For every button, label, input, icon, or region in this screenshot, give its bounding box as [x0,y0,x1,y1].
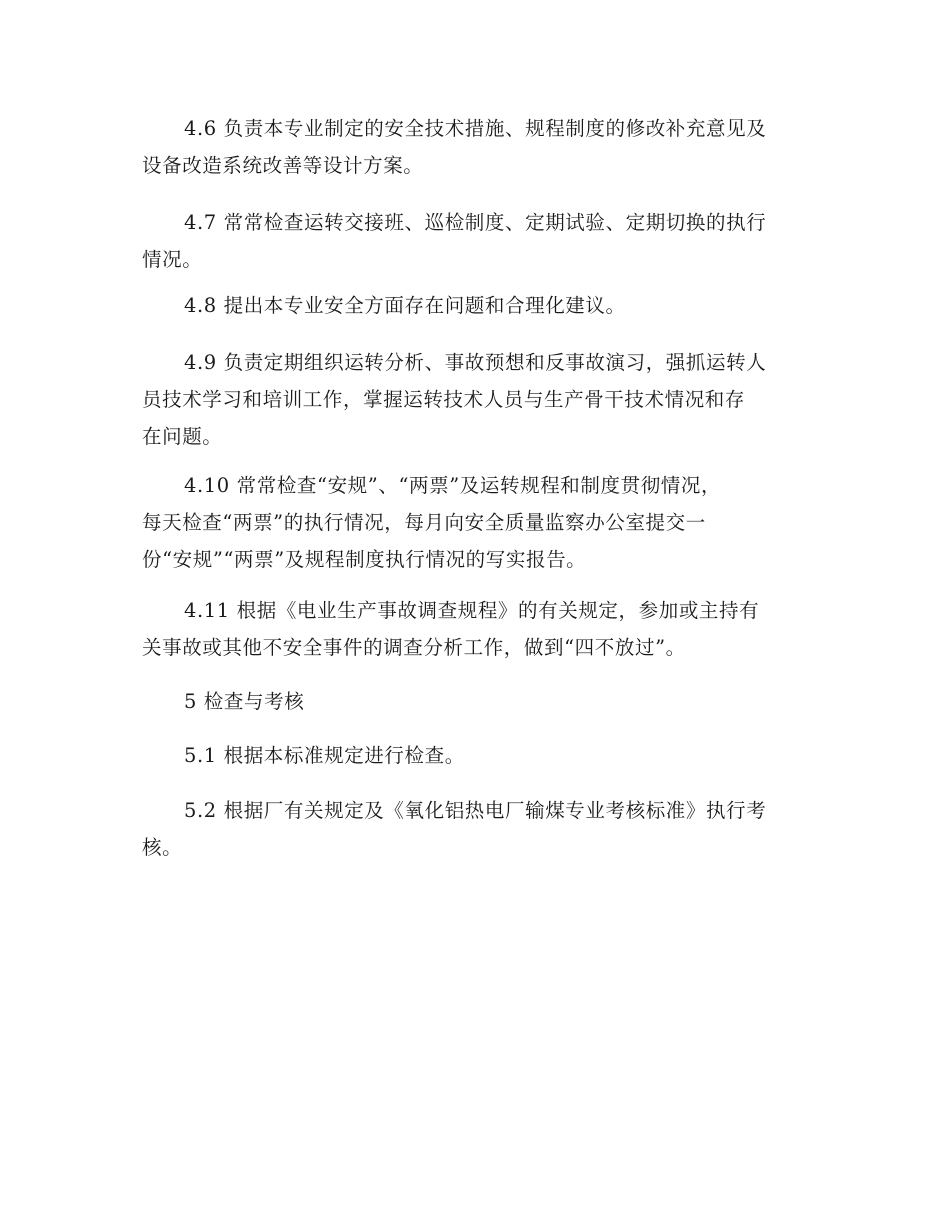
paragraph-line: 份“安规”“两票”及规程制度执行情况的写实报告。 [142,548,587,571]
paragraph-line: 设备改造系统改善等设计方案。 [142,154,424,177]
paragraph-4-9 [142,344,817,455]
paragraph-line: 员技术学习和培训工作，掌握运转技术人员与生产骨干技术情况和存 [142,388,746,411]
section-heading-text: 5 检查与考核 [184,690,305,713]
paragraph-line: 5.1 根据本标准规定进行检查。 [184,744,465,767]
paragraph-4-6 [142,110,817,184]
paragraph-line: 4.8 提出本专业安全方面存在问题和合理化建议。 [184,294,626,317]
paragraph-line: 情况。 [142,248,203,271]
paragraph-line: 4.9 负责定期组织运转分析、事故预想和反事故演习，强抓运转人 [184,351,767,374]
paragraph-line: 4.11 根据《电业生产事故调查规程》的有关规定，参加或主持有 [184,599,760,622]
paragraph-line: 5.2 根据厂有关规定及《氧化铝热电厂输煤专业考核标准》执行考 [184,799,767,822]
paragraph-line: 关事故或其他不安全事件的调查分析工作，做到“四不放过”。 [142,636,686,659]
paragraph-line: 每天检查“两票”的执行情况，每月向安全质量监察办公室提交一 [142,511,706,534]
paragraph-4-8 [142,287,817,324]
paragraph-5-2 [142,792,817,866]
paragraph-line: 在问题。 [142,425,223,448]
paragraph-line: 4.10 常常检查“安规”、“两票”及运转规程和制度贯彻情况， [184,474,722,497]
paragraph-5-1 [142,737,817,774]
paragraph-4-11 [142,592,817,666]
paragraph-4-7 [142,204,817,278]
section-heading-5 [142,683,817,720]
paragraph-line: 4.6 负责本专业制定的安全技术措施、规程制度的修改补充意见及 [184,117,767,140]
paragraph-4-10 [142,467,817,578]
paragraph-line: 核。 [142,836,183,859]
paragraph-line: 4.7 常常检查运转交接班、巡检制度、定期试验、定期切换的执行 [184,211,767,234]
